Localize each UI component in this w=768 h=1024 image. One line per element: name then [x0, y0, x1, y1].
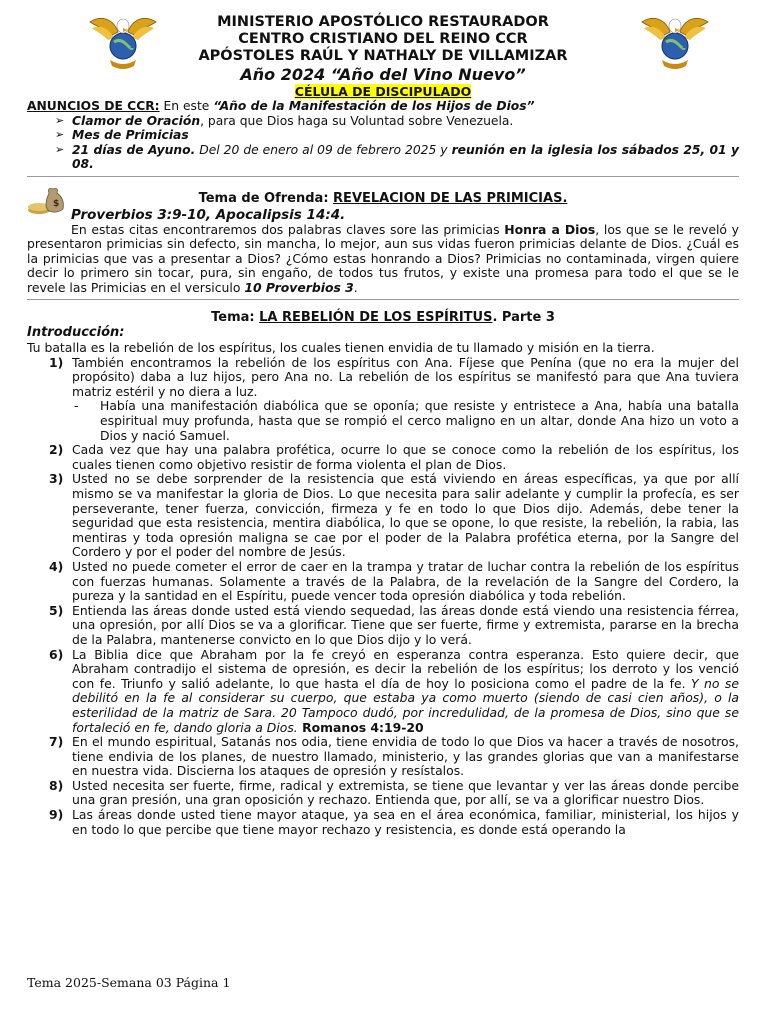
svg-text:$: $	[53, 198, 60, 209]
topic-label: Tema:	[211, 310, 260, 326]
announcement-item	[55, 114, 739, 129]
list-item	[27, 443, 739, 472]
item-text: Cada vez que hay una palabra profética, ocurre lo que se conoce como la rebelión de los espíritus, los cuales tienen como objetivo resistir de forma violenta el plan de Dios.	[72, 442, 739, 472]
church-name: CENTRO CRISTIANO DEL REINO CCR	[238, 31, 528, 47]
announcement-item	[55, 128, 739, 143]
item-number: 1)	[49, 354, 64, 370]
offering-bible-refs: Proverbios 3:9-10, Apocalipsis 14:4.	[71, 206, 346, 223]
announcement-text: Del 20 de enero al 09 de febrero 2025 y	[195, 142, 452, 157]
announcements-year-motto: “Año de la Manifestación de los Hijos de Dios”	[213, 99, 535, 113]
announcements-intro: En este	[159, 99, 214, 113]
item-text: Entienda las áreas donde usted está viendo sequedad, las áreas donde está viendo una resistencia férrea, una opresión, por allí Dios se va a glorificar. Tiene que ser fuerte, firme y extremista, pararse en la brecha de la Palabra, mantenerse convicto en lo que Dios dijo y lo verá.	[72, 602, 739, 647]
item-number: 8)	[49, 777, 64, 793]
item-text: La Biblia dice que Abraham por la fe creyó en esperanza contra esperanza. Esto quiere decir, que Abraham contradijo el sistema de opresión, es decir la rebelión de los espíritus; los derroto y los venció con fe. Triunfo y salió adelante, lo que hasta el día de hoy lo posiciona como el padre de la fe.	[72, 646, 739, 691]
scripture-quote: Y no se debilitó en la fe al considerar su cuerpo, que estaba ya como muerto (siendo de casi cien años), o la esterilidad de la matriz de Sara. 20 Tampoco dudó, por incredulidad, de la promesa de Dios, sino que se fortaleció en fe, dando gloria a Dios.	[72, 675, 739, 735]
offering-emphasis: Honra a Dios	[504, 221, 596, 237]
sub-item: - Había una manifestación diabólica que se oponía; que resiste y entristece a Ana, había una batalla espiritual muy profunda, hasta que se rompió el cerco maligno en un altar, donde Ana hizo un voto a Dios y nació Samuel.	[72, 399, 739, 443]
money-bag-icon	[27, 185, 67, 215]
celula-title	[27, 84, 739, 99]
item-text: Usted necesita ser fuerte, firme, radical y extremista, se tiene que levantar y ver las áreas donde percibe una gran presión, una gran oposición y rechazo. Entienda que, por allí, se va a glorificar nuestro Dios.	[72, 777, 739, 808]
announcement-bold: Clamor de Oración	[72, 113, 201, 128]
topic-name: LA REBELIÓN DE LOS ESPÍRITUS	[259, 310, 493, 326]
ministry-name: MINISTERIO APOSTÓLICO RESTAURADOR	[217, 14, 549, 30]
offering-paragraph	[27, 223, 739, 296]
offering-label: Tema de Ofrenda:	[198, 190, 334, 206]
intro-text: Tu batalla es la rebelión de los espíritus, los cuales tienen envidia de tu llamado y misión en la tierra.	[27, 340, 655, 356]
topic-points	[27, 356, 739, 838]
document-page	[27, 14, 739, 837]
item-number: 6)	[49, 646, 64, 662]
offering-topic: REVELACION DE LAS PRIMICIAS.	[333, 190, 568, 206]
offering-text: , los que se le reveló y presentaron primicias sin defecto, sin mancha, lo mejor, aun sus vidas fueron primicias delante de Dios. ¿Cuál es la primicias que vas a presentar a Dios? ¿Cómo estas honrando a Dios? Primicias no contaminada, virgen quiere decir lo primero sin tocar, pura, sin engaño, de todos tus frutos, y existe una promesa para todo el que se le revele las Primicias en el versiculo	[27, 221, 739, 295]
scripture-ref: Romanos 4:19-20	[297, 719, 424, 735]
topic-title	[27, 310, 739, 326]
item-number: 7)	[49, 734, 64, 750]
offering-text: En estas citas encontraremos dos palabras claves sore las primicias	[71, 221, 505, 237]
list-item	[27, 808, 739, 837]
announcement-text: , para que Dios haga su Voluntad sobre Venezuela.	[200, 113, 514, 128]
item-number: 4)	[49, 558, 64, 574]
item-text: Usted no puede cometer el error de caer en la trampa y tratar de luchar contra la rebelión de los espíritus con fuerzas humanas. Solamente a través de la Palabra, de la revelación de la Sangre del Cordero, la pureza y la santidad en el Espíritu, puede vencer toda opresión diabólica y toda rebelión.	[72, 558, 739, 604]
list-item	[27, 356, 739, 444]
offering-verse-ref: 10 Proverbios 3	[244, 279, 354, 295]
page-footer: Tema 2025-Semana 03 Página 1	[27, 975, 231, 990]
announcements	[27, 99, 739, 172]
list-item	[27, 560, 739, 604]
announcement-end: .	[89, 157, 94, 171]
announcement-item	[55, 143, 739, 172]
announcement-list	[27, 114, 739, 172]
announcement-bold: 21 días de Ayuno.	[72, 142, 196, 157]
announcements-title: ANUNCIOS DE CCR:	[27, 99, 160, 113]
item-number: 2)	[49, 442, 64, 458]
item-number: 3)	[49, 471, 64, 487]
list-item	[27, 604, 739, 648]
list-item	[27, 735, 739, 779]
intro-heading: Introducción:	[27, 325, 125, 341]
announcement-bold: Mes de Primicias	[72, 128, 189, 142]
topic-part: . Parte 3	[492, 310, 555, 326]
item-text: También encontramos la rebelión de los espíritus con Ana. Fíjese que Penína (que no era la mujer del propósito) daba a luz hijos, pero Ana no. La rebelión de los espíritus se manifestó para que Ana tuviera matriz estéril y no diera a luz.	[72, 354, 739, 399]
item-number: 9)	[49, 807, 64, 823]
apostles-name: APÓSTOLES RAÚL Y NATHALY DE VILLAMIZAR	[198, 48, 568, 64]
announcement-bold: reunión en la iglesia los sábados 25, 01 y 08	[72, 142, 739, 171]
list-item	[27, 472, 739, 560]
offering-title	[27, 191, 739, 207]
item-text: En el mundo espiritual, Satanás nos odia, tiene envidia de todo lo que Dios va hacer a través de nosotros, tiene endivia de los planes, de nuestro llamado, ministerio, y las grandes glorias que van a manifestarse en nuestra vida. Discierna los ataques de opresión y resístalos.	[72, 734, 739, 779]
celula-label: CÉLULA DE DISCIPULADO	[294, 84, 472, 99]
item-text: Las áreas donde usted tiene mayor ataque, ya sea en el área económica, familiar, ministerial, los hijos y en todo lo que percibe que tiene mayor rechazo y resistencia, es donde está operando la	[72, 807, 739, 837]
offering-text-end: .	[353, 279, 358, 295]
list-item	[27, 779, 739, 808]
item-text: Usted no se debe sorprender de la resistencia que está viviendo en áreas específicas, ya que por allí mismo se va manifestar la gloria de Dios. Lo que necesita para salir adelante y cumplir la profecía, es ser perseverante, tener fuerza, convicción, firmeza y fe en todo lo que Dios dijo. Además, debe tener la seguridad que esta resistencia, mentira diabólica, lo que se opone, lo que resiste, la rebelión, la rabia, las mentiras y toda opresión maligna se cae por el poder de la Palabra profética eterna, por la Sangre del Cordero y por el poder del nombre de Jesús.	[72, 471, 739, 560]
year-title: Año 2024 “Año del Vino Nuevo”	[240, 65, 526, 84]
offering-section	[27, 191, 739, 296]
list-item	[27, 648, 739, 736]
item-number: 5)	[49, 602, 64, 618]
